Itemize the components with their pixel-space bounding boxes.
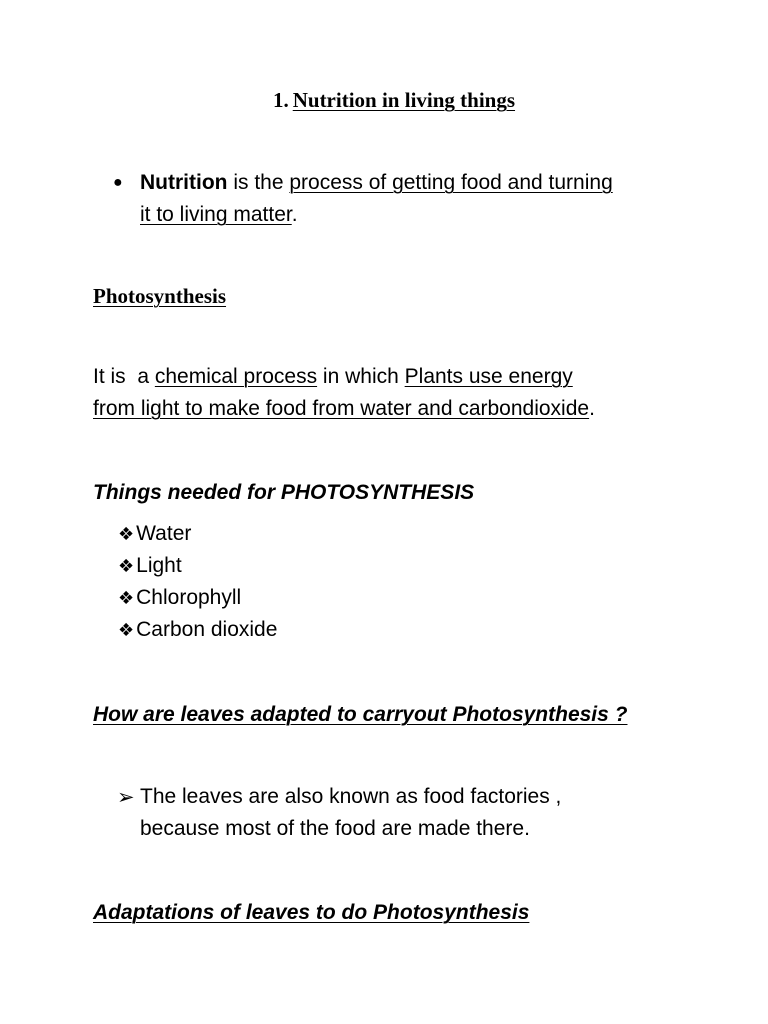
nutrition-definition-line-1: [140, 171, 613, 195]
list-item: [118, 554, 182, 578]
arrow-bullet-icon: ➢: [117, 786, 135, 809]
definition-end: .: [589, 397, 595, 420]
list-item-label: Carbon dioxide: [136, 618, 278, 641]
definition-chemical-process: chemical process: [154, 365, 318, 388]
adaptation-question-heading: How are leaves adapted to carryout Photosynthesis ?: [93, 703, 628, 726]
nutrition-underlined-1: process of getting food and turning: [289, 171, 613, 194]
diamond-bullet-icon: ❖: [118, 556, 135, 576]
diamond-bullet-icon: ❖: [118, 620, 135, 640]
definition-line-2: [93, 397, 595, 421]
list-item-label: Water: [136, 522, 192, 545]
food-factories-line-1: The leaves are also known as food factories ,: [140, 785, 562, 808]
nutrition-term: Nutrition: [140, 171, 228, 194]
photosynthesis-heading: Photosynthesis: [93, 284, 227, 308]
list-item: [118, 586, 241, 610]
nutrition-definition-line-2: [140, 203, 298, 227]
diamond-bullet-icon: ❖: [118, 588, 135, 608]
list-item: [118, 618, 277, 642]
bullet-dot-icon: ●: [113, 174, 123, 191]
adaptations-heading: Adaptations of leaves to do Photosynthesis: [93, 901, 530, 924]
title-number: 1.: [272, 88, 289, 112]
list-item-label: Light: [136, 554, 182, 577]
list-item-label: Chlorophyll: [136, 586, 242, 609]
definition-underlined-1: Plants use energy: [404, 365, 573, 388]
things-needed-heading: Things needed for PHOTOSYNTHESIS: [93, 481, 475, 504]
nutrition-underlined-2: it to living matter: [140, 203, 292, 226]
list-item: [118, 522, 191, 546]
page-title: [0, 88, 768, 113]
definition-middle: in which: [317, 365, 405, 388]
food-factories-line-2: because most of the food are made there.: [140, 817, 530, 840]
nutrition-end: .: [291, 203, 298, 226]
title-text: Nutrition in living things: [292, 88, 516, 112]
nutrition-connector: is the: [227, 171, 290, 194]
definition-prefix: It is a: [93, 365, 155, 388]
definition-line-1: [93, 365, 573, 389]
diamond-bullet-icon: ❖: [118, 524, 135, 544]
definition-underlined-2: from light to make food from water and carbondioxide: [93, 397, 590, 420]
